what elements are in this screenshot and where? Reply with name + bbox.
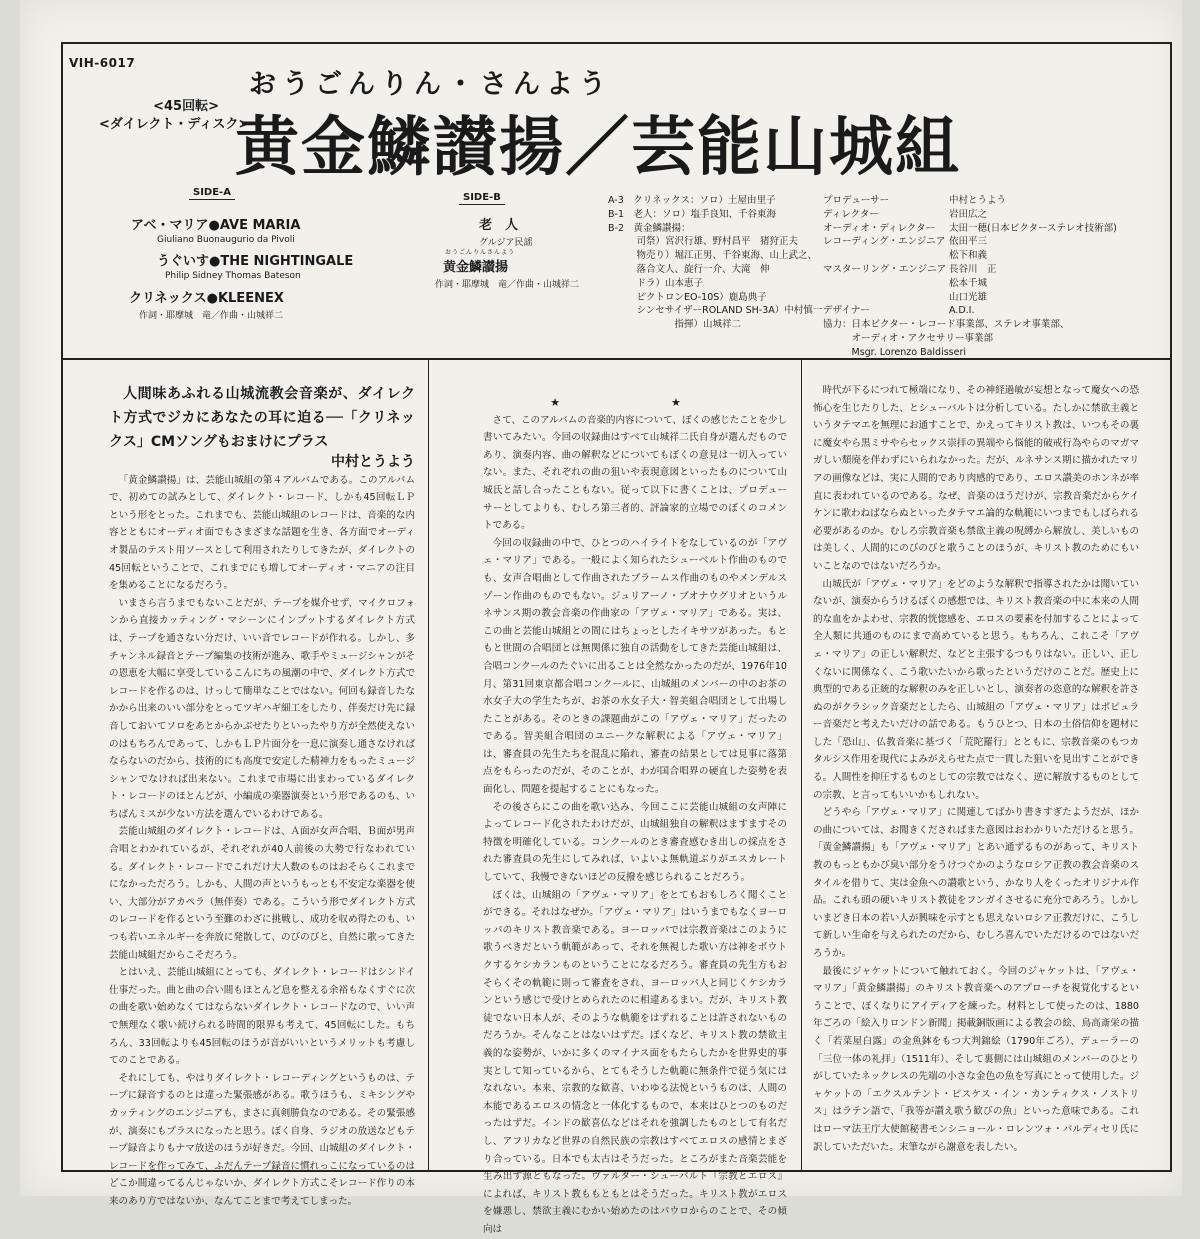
liner-column-1 xyxy=(109,382,415,1207)
column-rule xyxy=(428,360,429,1170)
performer-line: ピクトロンEO-10S）鹿島典子 xyxy=(608,291,767,303)
side-b-label: SIDE-B xyxy=(459,192,505,205)
liner-paragraph: ぼくは、山城組の「アヴェ・マリア」をとてもおもしろく聞くことができる。それはなぜか。「アヴェ・マリア」はいうまでもなくヨーロッパのキリスト教音楽である。ヨーロッパでは宗教音楽はこのように歌うべきだという軌範があって、それを無視した歌い方は神をボウトクするケシカランものということになるだろう。審査員の先生方もおそらくその軌範に則って審査をされ、ヨーロッパ人と同じくケシカランという感じで受けとめられたのに相違あるまい。だが、キリスト教徒でない日本人が、そのような軌範をはずれることは許されないものだろうか。そんなことはないはずだ。ぼくなど、キリスト教の禁欲主義的な姿勢が、いかに多くのマイナス面をもたらしたかを世界史的事実として知っているから、とてもそうした軌範に無条件で従う気にはなれない。本来、宗教的な歓喜、いわゆる法悦というものは、人間の本能であるエロスの情念と一体化するもので、本来はひとつのものだったはずだ。インドの歓喜仏などはそれを強調したものとして有名だし、アフリカなど世界の自然民族の宗教はすべてエロスの感情とまざり合っている。日本でも太古はそうだった。ところがまた音楽芸能を生み出す源ともなった。ヴァルター・シューバルト『宗教とエロス』によれば、キリスト教ももともとはそうだった。キリスト教がエロスを嫌悪し、禁欲主義にむかい始めたのはパウロからのことで、その傾向は xyxy=(483,889,787,1235)
liner-author: 中村とうよう xyxy=(331,454,415,470)
staff-row: オーディオ・ディレクター 太田一穂(日本ビクターステレオ技術部) xyxy=(823,222,1117,234)
staff-row: 山口光雄 xyxy=(949,291,988,303)
track-title: アベ・マリア●AVE MARIA xyxy=(131,218,301,233)
liner-paragraph: 「黄金鱗讃揚」は、芸能山城組の第４アルバムである。このアルバムで、初めての試みとして、ダイレクト・レコード、しかも45回転ＬＰという形をとった。これまでも、芸能山城組のレコードは、音楽的な内容とともにオーディオ面でもさまざまな話題を生き、各方面でオーディオ製品のテスト用ソースとして利用されたりしてきたが、ダイレクトの45回転ということで、これまでにも増してオーディオ・マニアの注目を集めることになるだろう。 xyxy=(109,474,415,592)
track-credit: Giuliano Buonaugurio da Pivoli xyxy=(157,235,295,245)
liner-paragraph: それにしても、やはりダイレクト・レコーディングというものは、テープに録音するのとは違った緊張感がある。歌うほうも、ミキシングやカッティングのエンジニアも、まさに真剣勝負なのである。その緊張感が、演奏にもプラスになったと思う。ぼく自身、ラジオの放送などもテープ録音よりもナマ放送のほうが好きだ。今回、山城組のダイレクト・レコードを作ってみて、ふだんテープ録音に慣れっこになっているのはどこか間違ってるんじゃないか、ダイレクト方式こそレコード作りの本来のあり方ではないか、なんてことまで考えてしまった。 xyxy=(109,1072,415,1207)
insert-frame xyxy=(61,42,1172,1235)
staff-row: マスターリング・エンジニア 長谷川 正 xyxy=(823,263,997,275)
liner-paragraph: とはいえ、芸能山城組にとっても、ダイレクト・レコードはシンドイ仕事だった。曲と曲の合い間もほとんど息を整える余裕もなくすぐに次の曲を歌い始めなくてはならないダイレクト・レコードなので、いい声で無理なく歌い続けられる時間的限界も考えて、45回転にした。もちろん、33回転よりも45回転のほうが音がいいというメリットも考慮してのことである。 xyxy=(109,967,415,1067)
staff-row: オーディオ・アクセサリー事業部 xyxy=(823,332,993,344)
performer-line: シンセサイザーROLAND SH-3A）中村慎一 xyxy=(608,305,823,317)
staff-row: ディレクター 岩田広之 xyxy=(823,208,988,220)
track-title: 老 人 xyxy=(479,218,519,233)
staff-credits xyxy=(823,194,1168,360)
staff-row: 松下和義 xyxy=(949,250,988,262)
liner-paragraph: 時代が下るにつれて極端になり、その神経過敏が妄想となって魔女への恐怖心を生じたりした、とシューバルトは分析している。たしかに禁欲主義というタテマエを無理にお通すことで、かえってキリスト教は、いつもその裏に魔女やら黒ミサやらセックス崇拝の異端やら悩能的破戒行為やらのマガマガしい頽廃を伴わずにいられなかった。だが、ルネサンス期に描かれたマリアの画像などは、実に人間的であり肉感的であり、エロス讃美のホンネが率直に表われているのである。なぜ、音楽のほうだけが、宗教音楽だからケイケンに歌わねばならぬといったタテマエ論的な軌範にいつまでもしばられる必要があるのか。むしろ宗教音楽も禁欲主義の呪縛から解放し、美しいものは美しく、人間的にのびのびと歌うことのほうが、キリスト教のためにもいいことなのではないだろうか。 xyxy=(813,385,1139,572)
performer-line: A-3 クリネックス：ソロ）土屋由里子 xyxy=(608,195,776,206)
track-a3 xyxy=(129,287,284,321)
liner-paragraph: 最後にジャケットについて触れておく。今回のジャケットは、「アヴェ・マリア」「黄金鱗讃揚」のキリスト教音楽へのアプローチを視覚化するということで、ぼくなりにアイディアを練った。材料として使ったのは、1880年ごろの「絵入りロンドン新聞」掲載銅版画による教会の絵、鳥高斎栄の描く「若菜屋白露」の金魚鉢をもつ大判錦絵（1790年ごろ）、デューラーの「三位一体の礼拝」（1511年）、そして裏側には山城組のメンバーのひとりがしていたネックレスの先端の小さな金色の魚を写真にとって使用した。ジャケットの「エクスルテント・ピスケス・イン・カンティクス・ノストリス」はラテン語で、「我等が讃え歌う歓びの魚」といった意味である。これはローマ法王庁大使館秘書モンシニョール・ロレンツォ・バルディセリ氏に訳していただいた。末筆ながら謝意を表したい。 xyxy=(813,965,1139,1153)
format-type: <ダイレクト・ディスク> xyxy=(99,117,250,132)
star-ornament: ★ ★ xyxy=(550,396,731,409)
album-title: 黄金鱗讃揚／芸能山城組 xyxy=(235,110,961,185)
performer-line: 落合文人、旋行一介、大滝 伸 xyxy=(608,263,770,275)
title-furigana: おうごんりん・さんよう xyxy=(249,69,612,100)
liner-column-3 xyxy=(813,382,1139,1172)
performer-line: 物売り）堀江正男、千谷東海、山上武之、 xyxy=(608,250,818,262)
liner-paragraph: さて、このアルバムの音楽的内容について、ぼくの感じたことを少し書いてみたい。今回の収録曲はすべて山城祥二氏自身が選んだものであり、演奏内容、曲の解釈などについてもぼくの意見は一切入っていない。また、それぞれの曲の狙いや表現意図といったものについて山城氏と話し合ったこともない。従って以下に書くことは、プロデューサーとしてよりも、むしろ第三者的、評論家的立場でのぼくのコメントである。 xyxy=(483,414,787,532)
catalog-number: VIH-6017 xyxy=(69,56,136,70)
track-credit: 作詞・耶摩城 竜／作曲・山城祥二 xyxy=(139,311,284,321)
track-credit: Philip Sidney Thomas Bateson xyxy=(165,271,301,281)
format-info xyxy=(99,98,250,134)
performer-credits xyxy=(608,194,822,332)
liner-paragraph: 今回の収録曲の中で、ひとつのハイライトをなしているのが「アヴェ・マリア」である。一般によく知られたシューベルト作曲のものでも、女声合唱曲として作曲されたブラームス作曲のものやメンデルスゾーン作曲のものでもない。ジュリアーノ・ブオナウグリオというルネサンス期の教会音楽の作曲家の「アヴェ・マリア」である。実は、この曲と芸能山城組との間にはちょっとしたイキサツがあった。もともと世間の合唱団とは無関係に独自の活動をしてきた芸能山城組は、合唱コンクールのたぐいに出ることは全然なかったのだが、1976年10月、第31回東京都合唱コンクールに、山城組のメンバーの中のお茶の水女子大の学生たちが、お茶の水女子大・智美組合唱団として出場したことがある。そのときの課題曲がこの「アヴェ・マリア」だったのである。智美組合唱団のユニークな解釈による「アヴェ・マリア」は、審査員の先生たちを混乱に陥れ、審査の結果としては見事に落第点をもらったのだが、そのことが、わが国合唱界の硬直した姿勢を表面化し、問題を提起することにもなった。 xyxy=(483,537,787,796)
performer-line: ドラ）山本恵子 xyxy=(608,277,704,289)
column-rule xyxy=(801,360,802,1170)
track-credit: グルジア民謡 xyxy=(479,238,533,248)
liner-lead: 人間味あふれる山城流教会音楽が、ダイレクト方式でジカにあなたの耳に迫る──「クリネックス」CMソングもおまけにプラス xyxy=(109,386,415,450)
staff-row: プロデューサー 中村とうよう xyxy=(823,195,1007,206)
performer-line: B-1 老人：ソロ）塩手良知、千谷東海 xyxy=(608,208,776,220)
liner-paragraph: どうやら「アヴェ・マリア」に関連してばかり書きすぎたようだが、ほかの曲については、お聞きくださればまた意図はおわかりいただけると思う。「黄金鱗讃揚」も「アヴェ・マリア」とあい通ずるものがあって、キリスト教のもっともかび臭い部分をうけつぐかのようなロシア正教の教会音楽のスタイルを借りて、実は金魚への讃歌という、かなり人をくったオリジナル作品。これも頭の硬いキリスト教徒をフンガイさせるに充分であろう。しかしいまどき日本の若い人が興味を示すとも思えないロシア正教だけに、こうして新しい生命を与えられたのだから、むしろ喜んでいただけるのではないだろうか。 xyxy=(813,807,1139,959)
track-title: 黄金鱗讃揚 xyxy=(443,260,509,275)
track-b1 xyxy=(479,214,533,248)
track-b2 xyxy=(435,247,580,290)
performer-line: 指揮）山城祥二 xyxy=(608,319,742,331)
staff-row: レコーディング・エンジニア 依田平三 xyxy=(823,236,988,248)
liner-paragraph: いまさら言うまでもないことだが、テープを媒介せず、マイクロフォンから直接カッティング・マシーンにインプットするダイレクト方式は、テープを通さない分だけ、いい音でレコードが作れる。しかし、多チャンネル録音とテープ編集の技術が進み、歌手やミュージシャンがその恩恵を大幅に享受しているこんにちの風潮の中で、ダイレクト方式でレコードを作るのは、けっして簡単なことではない。何回も録音したなかから出来のいい部分をとってツギハギ細工をしたり、伴奏だけ先に録音しておいてソロをあとからかぶせたりといったやり方が全然使えないのはもちろんであって、しかもＬＰ片面分を一息に演奏し通さなければならないのだから、技術的にも高度で安定した精神力をもったミュージシャンでなければ出来ない。これまで市場に出まわっているダイレクト・レコードのほとんどが、小編成の楽器演奏という形であるのも、いちばんミスが少ない方法を選んでいるわけである。 xyxy=(109,597,415,820)
liner-paragraph: 芸能山城組のダイレクト・レコードは、Ａ面が女声合唱、Ｂ面が男声合唱とわかれているが、それぞれが40人前後の大勢で行なわれている。ダイレクト・レコードでこれだけ大人数のものはおそらくこれまでになかっただろう。しかも、人間の声というもっとも不安定な楽器を使い、大部分がアカペラ（無伴奏）である。こういう形でダイレクト方式のレコードを作るという至難のわざに挑戦し、成功を収め得たのも、いつも若いエネルギーを奔放に発散して、のびのびと、自然に歌ってきた芸能山城組だからこそだろう。 xyxy=(109,826,415,961)
staff-row: デザイナー A.D.I. xyxy=(823,305,975,317)
liner-paragraph: その後さらにこの曲を歌い込み、今回ここに芸能山城組の女声陣によってレコード化されたわけだが、山城組独自の解釈はますますその特徴を明確化している。コンクールのとき審査感むき出しの採点をされた審査員の先生にしてみれば、いよいよ無軌道ぶりがエスカレートしていて、我慢できないほどの反撥を感じられることだろう。 xyxy=(483,801,787,884)
track-a1 xyxy=(131,214,300,245)
track-credit: 作詞・耶摩城 竜／作曲・山城祥二 xyxy=(435,280,580,290)
staff-row: 協力：日本ビクター・レコード事業部、ステレオ事業部、 xyxy=(823,319,1070,331)
performer-line: B-2 黄金鱗讃揚： xyxy=(608,222,691,234)
section-divider xyxy=(63,358,1170,360)
performer-line: 司祭）宮沢行雄、野村昌平 猪狩正夫 xyxy=(608,236,799,248)
track-title: うぐいす●THE NIGHTINGALE xyxy=(157,254,354,269)
format-speed: <45回転> xyxy=(153,99,219,114)
side-a-label: SIDE-A xyxy=(189,187,235,200)
liner-paragraph: 山城氏が「アヴェ・マリア」をどのような解釈で指導されたかは聞いていないが、演奏からうけるぼくの感想では、キリスト教音楽の中に本来の人間的な血をかよわせ、宗教的恍惚感を、エロスの要素を付加することによって全人類に共通のものにまで高めていると思う。もちろん、これこそ「アヴェ・マリア」の正しい解釈だ、などと主張するつもりはない。正しい、正しくないに関係なく、こう歌いたいから歌ったというだけのことだ。歴史上に典型的である正統的な解釈のみを正しいとし、演奏者の恣意的な解釈を許さぬのがクラシック音楽だとしたら、山城組の「アヴェ・マリア」はポピュラー音楽だと考えたいだけの話である。もうひとつ、日本の土俗信仰を題材にした「恐山」、仏教音楽に基づく「荒陀羅行」とともに、宗教音楽のもつカタルシス作用を現代によみがえらせた点で一貫した狙いを見出すことができる。人間性を抑圧するものとしての宗教ではなく、逆に解放するものとしての宗教、と言ってもいいかもしれない。 xyxy=(813,578,1139,801)
track-title: クリネックス●KLEENEX xyxy=(129,291,284,306)
staff-row: Msgr. Lorenzo Baldisseri xyxy=(823,346,967,358)
liner-column-2 xyxy=(483,394,787,1235)
record-insert-sheet xyxy=(20,0,1182,1235)
track-ruby: おうごんりんさんよう xyxy=(445,249,516,256)
track-a2 xyxy=(157,250,353,281)
staff-row: 松本千城 xyxy=(949,277,988,289)
